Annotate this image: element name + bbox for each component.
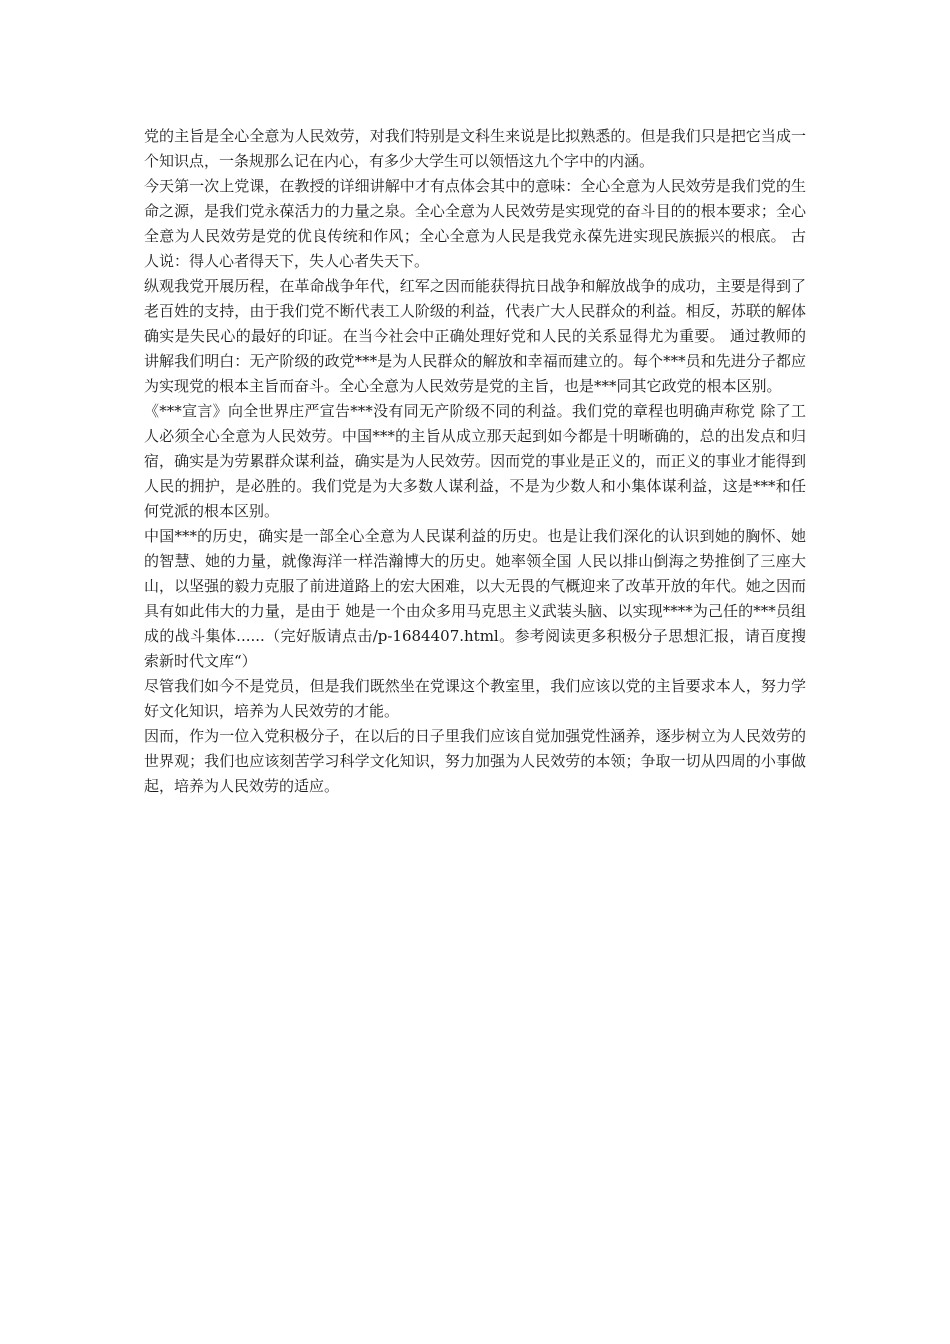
paragraph-3: 纵观我党开展历程，在革命战争年代，红军之因而能获得抗日战争和解放战争的成功，主要是得到了老百姓的支持，由于我们党不断代表工人阶级的利益，代表广大人民群众的利益。相反，苏联的解体确实是失民心的最好的印证。在当今社会中正确处理好党和人民的关系显得尤为重要。 通过教师的讲解我们明白：无产阶级的政党***是为人民群众的解放和幸福而建立的。每个***员和先进分子都应为实现党的根本主旨而奋斗。全心全意为人民效劳是党的主旨，也是***同其它政党的根本区别。 xyxy=(144,277,806,395)
paragraph-2: 今天第一次上党课，在教授的详细讲解中才有点体会其中的意味：全心全意为人民效劳是我们党的生命之源，是我们党永葆活力的力量之泉。全心全意为人民效劳是实现党的奋斗目的的根本要求；全心全意为人民效劳是党的优良传统和作风；全心全意为人民是我党永葆先进实现民族振兴的根底。 古人说：得人心者得天下，失人心者失天下。 xyxy=(144,177,806,270)
paragraph-1: 党的主旨是全心全意为人民效劳，对我们特别是文科生来说是比拟熟悉的。但是我们只是把它当成一个知识点，一条规那么记在内心，有多少大学生可以领悟这九个字中的内涵。 xyxy=(144,127,806,170)
paragraph-5: 中国***的历史，确实是一部全心全意为人民谋利益的历史。也是让我们深化的认识到她的胸怀、她的智慧、她的力量，就像海洋一样浩瀚博大的历史。她率领全国 人民以排山倒海之势推倒了三座大山，以坚强的毅力克服了前进道路上的宏大困难，以大无畏的气概迎来了改革开放的年代。她之因而具有如此伟大的力量，是由于 她是一个由众多用马克思主义武装头脑、以实现****为己任的***员组成的战斗集体......（完好版请点击/p-1684407.html。参考阅读更多积极分子思想汇报，请百度搜索新时代文库“） xyxy=(144,527,806,670)
document-body xyxy=(144,124,806,799)
paragraph-6: 尽管我们如今不是党员，但是我们既然坐在党课这个教室里，我们应该以党的主旨要求本人，努力学好文化知识，培养为人民效劳的才能。 xyxy=(144,677,806,720)
paragraph-7: 因而，作为一位入党积极分子，在以后的日子里我们应该自觉加强党性涵养，逐步树立为人民效劳的世界观；我们也应该刻苦学习科学文化知识，努力加强为人民效劳的本领；争取一切从四周的小事做起，培养为人民效劳的适应。 xyxy=(144,727,806,795)
paragraph-4: 《***宣言》向全世界庄严宣告***没有同无产阶级不同的利益。我们党的章程也明确声称党 除了工人必须全心全意为人民效劳。中国***的主旨从成立那天起到如今都是十明晰确的，总的出发点和归宿，确实是为劳累群众谋利益，确实是为人民效劳。因而党的事业是正义的，而正义的事业才能得到人民的拥护，是必胜的。我们党是为大多数人谋利益，不是为少数人和小集体谋利益，这是***和任何党派的根本区别。 xyxy=(144,402,806,520)
